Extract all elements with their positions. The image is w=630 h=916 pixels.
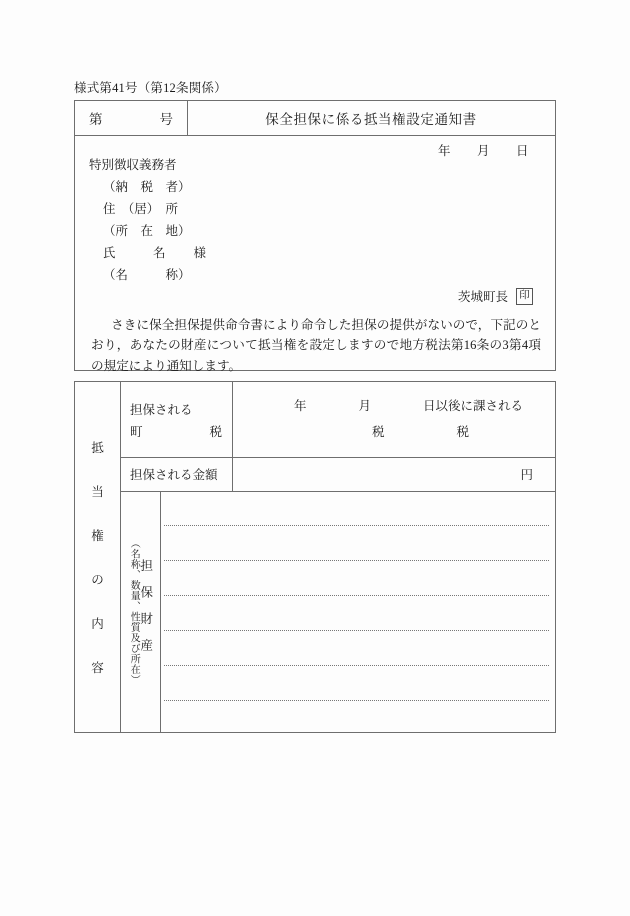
header-frame xyxy=(74,100,556,371)
secured-property-writing-area[interactable] xyxy=(160,491,555,732)
document-number-prefix: 第 xyxy=(89,112,103,127)
secured-amount-label-text: 担保される金額 xyxy=(130,468,218,482)
addressee-honorific: 様 xyxy=(193,246,207,260)
date-line xyxy=(438,141,529,159)
secured-tax-label-text: 担保される xyxy=(130,402,193,417)
addressee-heading: 特別徴収義務者 xyxy=(89,158,177,172)
writing-line xyxy=(164,525,549,526)
spacer xyxy=(371,396,423,414)
secured-property-row xyxy=(120,491,555,732)
writing-line xyxy=(164,665,549,666)
date-month-label: 月 xyxy=(476,144,490,158)
date-year-label: 年 xyxy=(437,144,451,158)
addressee-line xyxy=(89,175,206,197)
secured-amount-label-cell xyxy=(120,457,232,491)
tax-day-suffix-label: 日以後に課される xyxy=(423,399,524,413)
addressee-line xyxy=(89,197,206,219)
secured-tax-value-cell xyxy=(232,382,555,457)
secured-property-label-cell xyxy=(120,491,160,732)
vertical-heading-char: 容 xyxy=(91,661,104,675)
addressee-name-label: 氏 名 xyxy=(103,246,166,260)
vertical-heading-char: 当 xyxy=(91,485,104,499)
addressee-heading-line xyxy=(89,153,206,175)
secured-tax-type-line xyxy=(372,422,469,440)
secured-tax-label-cell xyxy=(120,382,232,457)
document-number-suffix: 号 xyxy=(159,112,173,127)
date-day-label: 日 xyxy=(515,144,529,158)
secured-amount-value-cell xyxy=(232,457,555,491)
tax-month-label: 月 xyxy=(358,399,372,413)
writing-line xyxy=(164,630,549,631)
secured-amount-label-line xyxy=(130,463,222,485)
tax-type-label-1: 税 xyxy=(372,425,385,439)
vertical-heading-char: 抵 xyxy=(91,441,104,455)
secured-property-label-sub: （名称、数量、性質及び所在） xyxy=(128,538,140,685)
writing-line xyxy=(164,700,549,701)
table-vertical-heading xyxy=(75,382,120,732)
addressee-taxpayer-label: （納 税 者） xyxy=(103,180,191,194)
signer-block xyxy=(458,287,533,305)
tax-type-label-2: 税 xyxy=(456,425,470,439)
spacer xyxy=(385,422,457,440)
town-label: 町 xyxy=(130,424,143,439)
form-number: 様式第41号（第12条関係） xyxy=(74,81,227,95)
tax-year-label: 年 xyxy=(294,399,307,413)
secured-tax-row xyxy=(120,382,555,457)
addressee-block xyxy=(89,153,206,285)
currency-unit-label: 円 xyxy=(520,468,533,482)
body-paragraph: さきに保全担保提供命令書により命令した担保の提供がないので，下記のとおり，あなたの財産について抵当権を設定しますので地方税法第16条の3第4項の規定により通知します。 xyxy=(91,318,541,373)
addressee-line xyxy=(89,219,206,241)
addressee-line xyxy=(89,241,206,263)
addressee-line xyxy=(89,263,206,285)
header-row-divider xyxy=(75,135,555,136)
writing-line xyxy=(164,560,549,561)
vertical-heading-char: の xyxy=(91,573,104,587)
mortgage-detail-table xyxy=(74,381,556,733)
vertical-heading-char: 権 xyxy=(91,529,104,543)
addressee-location-label: （所 在 地） xyxy=(103,224,191,238)
addressee-entity-name-label: （名 称） xyxy=(103,268,191,282)
seal-icon: 印 xyxy=(516,288,533,305)
secured-tax-label-line2 xyxy=(130,420,222,442)
document-number-cell xyxy=(75,101,187,135)
document-title: 保全担保に係る抵当権設定通知書 xyxy=(265,112,477,127)
secured-amount-row xyxy=(120,457,555,491)
secured-tax-label-line1 xyxy=(130,398,222,420)
secured-tax-date-line xyxy=(294,396,523,414)
writing-line xyxy=(164,595,549,596)
secured-property-label-stack xyxy=(128,538,152,685)
addressee-address-label: 住 （居） 所 xyxy=(103,202,179,216)
vertical-heading-char: 内 xyxy=(91,617,104,631)
spacer xyxy=(307,396,359,414)
signer-name: 茨城町長 xyxy=(457,290,508,304)
secured-property-label-main: 担保財産 xyxy=(138,558,153,665)
tax-label: 税 xyxy=(209,424,222,439)
